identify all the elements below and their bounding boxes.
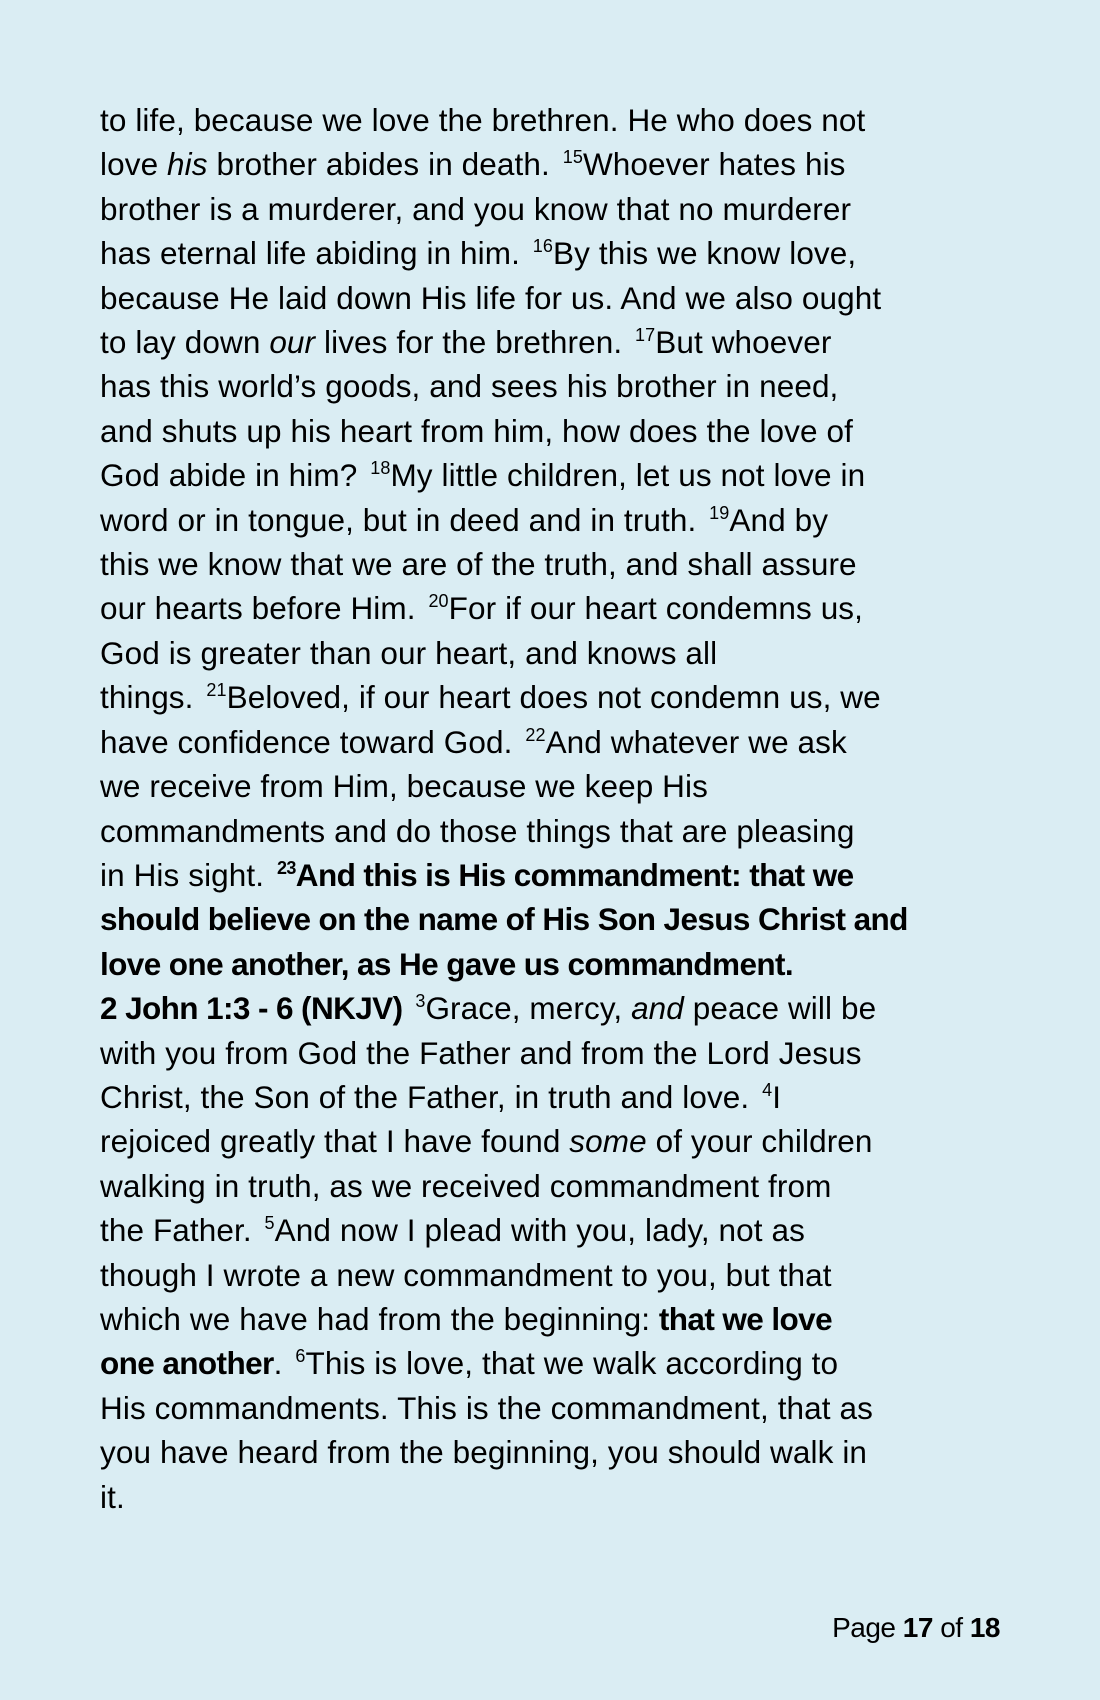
text-run: His commandments. This is the commandment, that as xyxy=(100,1389,873,1426)
verse-number: 4 xyxy=(762,1079,773,1100)
text-line xyxy=(100,1208,1005,1252)
text-line xyxy=(100,853,1005,897)
text-run: walking in truth, as we received commandment from xyxy=(100,1167,832,1204)
text-line xyxy=(100,1341,1005,1385)
text-run: the Father. xyxy=(100,1212,261,1249)
text-run: though I wrote a new commandment to you, but that xyxy=(100,1256,832,1293)
text-line xyxy=(100,897,1005,941)
text-line xyxy=(100,98,1005,142)
text-run: And now I plead with you, lady, not as xyxy=(274,1212,805,1249)
text-line xyxy=(100,1475,1005,1519)
text-run: love xyxy=(100,146,168,183)
total-page-number: 18 xyxy=(969,1612,1000,1643)
text-run: And whatever we ask xyxy=(545,723,847,760)
text-line xyxy=(100,809,1005,853)
text-run: Beloved, if our heart does not condemn us, we xyxy=(226,679,881,716)
text-line xyxy=(100,187,1005,231)
text-line xyxy=(100,1253,1005,1297)
verse-number: 22 xyxy=(525,724,546,745)
bold-text: love one another, as He gave us commandment. xyxy=(100,945,794,982)
text-line xyxy=(100,364,1005,408)
text-run: our hearts before Him. xyxy=(100,590,425,627)
text-run: rejoiced greatly that I have found xyxy=(100,1123,570,1160)
text-line xyxy=(100,453,1005,497)
text-run: By this we know love, xyxy=(553,235,857,272)
italic-text: his xyxy=(167,146,208,183)
text-line xyxy=(100,231,1005,275)
text-line xyxy=(100,276,1005,320)
text-run: has eternal life abiding in him. xyxy=(100,235,529,272)
text-line xyxy=(100,1297,1005,1341)
text-run: commandments and do those things that are pleasing xyxy=(100,812,855,849)
text-run: God abide in him? xyxy=(100,457,367,494)
bold-text: should believe on the name of His Son Jesus Christ and xyxy=(100,901,908,938)
text-line xyxy=(100,320,1005,364)
text-line xyxy=(100,720,1005,764)
text-run xyxy=(402,990,411,1026)
text-run: brother abides in death. xyxy=(207,146,559,183)
text-run: peace will be xyxy=(683,990,877,1027)
text-line xyxy=(100,764,1005,808)
text-line xyxy=(100,1075,1005,1119)
text-run: brother is a murderer, and you know that no murderer xyxy=(100,190,852,227)
bold-text: one another xyxy=(100,1345,274,1382)
text-run: has this world’s goods, and sees his brother in need, xyxy=(100,368,839,405)
verse-number: 16 xyxy=(532,236,554,257)
text-run: Christ, the Son of the Father, in truth and love. xyxy=(100,1078,759,1115)
scripture-text xyxy=(100,98,1005,1519)
text-run: . xyxy=(273,1345,292,1382)
page-of-label: of xyxy=(940,1612,963,1643)
text-run: My little children, let us not love in xyxy=(390,457,866,494)
verse-number: 3 xyxy=(415,991,426,1012)
bold-text: that we love xyxy=(658,1300,833,1337)
text-run: And by xyxy=(729,501,829,538)
text-run: things. xyxy=(100,679,203,716)
current-page-number: 17 xyxy=(902,1612,933,1643)
text-line xyxy=(100,1119,1005,1163)
text-run: Grace, mercy, xyxy=(425,990,632,1027)
text-line xyxy=(100,542,1005,586)
text-run: of your children xyxy=(646,1123,873,1160)
text-line xyxy=(100,1386,1005,1430)
text-run: because He laid down His life for us. And we also ought xyxy=(100,279,882,316)
text-run: word or in tongue, but in deed and in truth. xyxy=(100,501,706,538)
text-run: But whoever xyxy=(655,324,832,361)
italic-text: and xyxy=(631,990,684,1027)
text-run: This is love, that we walk according to xyxy=(305,1345,839,1382)
text-line xyxy=(100,942,1005,986)
italic-text: our xyxy=(269,324,316,361)
verse-number: 19 xyxy=(709,502,730,523)
text-run: and shuts up his heart from him, how does the love of xyxy=(100,412,853,449)
text-line xyxy=(100,1031,1005,1075)
text-run: you have heard from the beginning, you should walk in xyxy=(100,1434,868,1471)
bold-text: 2 John 1:3 - 6 (NKJV) xyxy=(100,990,403,1027)
text-line xyxy=(100,498,1005,542)
text-run: Whoever hates his xyxy=(582,146,846,183)
text-line xyxy=(100,986,1005,1030)
text-run: we receive from Him, because we keep His xyxy=(100,768,708,805)
text-line xyxy=(100,675,1005,719)
verse-number: 18 xyxy=(370,458,391,479)
bold-text: And this is His commandment: that we xyxy=(295,856,854,893)
verse-number: 20 xyxy=(428,591,449,612)
text-line xyxy=(100,1164,1005,1208)
text-run: lives for the brethren. xyxy=(315,324,632,361)
text-run: with you from God the Father and from the Lord Jesus xyxy=(100,1034,862,1071)
text-run: For if our heart condemns us, xyxy=(448,590,864,627)
text-run: in His sight. xyxy=(100,856,273,893)
text-run: have confidence toward God. xyxy=(100,723,522,760)
page-label: Page xyxy=(832,1612,896,1643)
text-run: it. xyxy=(100,1478,125,1515)
verse-number: 5 xyxy=(264,1213,275,1234)
verse-number: 23 xyxy=(276,857,296,878)
page-footer xyxy=(832,1612,1000,1644)
text-run: this we know that we are of the truth, and shall assure xyxy=(100,546,857,583)
verse-number: 6 xyxy=(295,1346,306,1367)
text-run: God is greater than our heart, and knows all xyxy=(100,634,718,671)
text-line xyxy=(100,409,1005,453)
italic-text: some xyxy=(569,1123,647,1160)
text-run: to life, because we love the brethren. He who does not xyxy=(100,102,866,138)
text-line xyxy=(100,631,1005,675)
text-line xyxy=(100,1430,1005,1474)
text-line xyxy=(100,586,1005,630)
verse-number: 17 xyxy=(635,325,656,346)
text-line xyxy=(100,142,1005,186)
page-body xyxy=(100,98,1005,1519)
verse-number: 21 xyxy=(206,680,227,701)
text-run: to lay down xyxy=(100,324,270,361)
text-run: I xyxy=(772,1078,782,1115)
verse-number: 15 xyxy=(562,147,583,168)
text-run: which we have had from the beginning: xyxy=(100,1300,659,1337)
